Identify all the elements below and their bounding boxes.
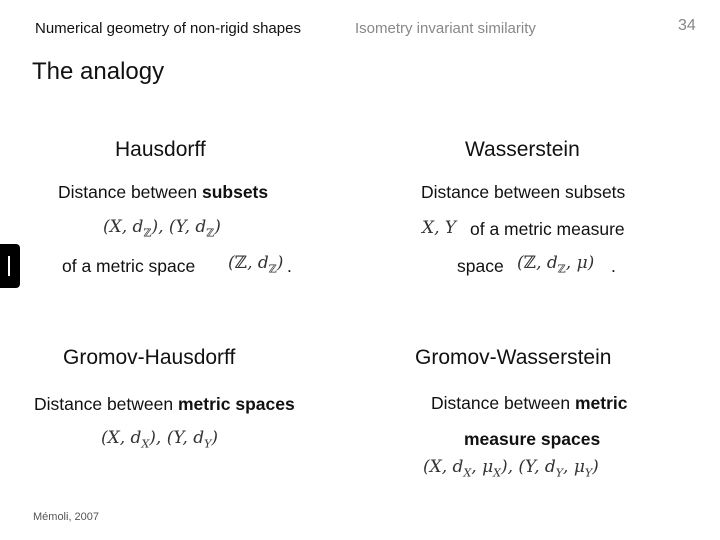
slide-title: The analogy	[32, 58, 165, 85]
wasserstein-formula-space: (ℤ, $d_ℤ$, μ)	[517, 253, 595, 276]
wasserstein-line3-end: .	[611, 256, 616, 276]
wasserstein-line2: of a metric measure	[470, 219, 625, 239]
wasserstein-formula-sets: X, Y	[422, 218, 457, 238]
gromov-hausdorff-line1	[34, 394, 295, 415]
gromov-hausdorff-heading: Gromov-Hausdorff	[63, 346, 236, 369]
gromov-wasserstein-line2: measure spaces	[464, 429, 601, 449]
hausdorff-formula-space: (ℤ, $d_ℤ$)	[228, 253, 284, 276]
header-course-title: Numerical geometry of non-rigid shapes	[35, 20, 301, 37]
hausdorff-line2-end: .	[287, 256, 292, 276]
gromov-wasserstein-line1	[431, 393, 628, 414]
gromov-hausdorff-line1-bold: metric spaces	[177, 394, 295, 414]
gromov-wasserstein-line1-text: Distance between	[431, 393, 575, 413]
hausdorff-formula-sets: (X, $d_ℤ$), (Y, $d_ℤ$)	[103, 217, 221, 240]
wasserstein-heading: Wasserstein	[465, 138, 580, 161]
gromov-wasserstein-heading: Gromov-Wasserstein	[415, 346, 612, 369]
hausdorff-line2	[62, 256, 195, 277]
hausdorff-line1	[58, 182, 268, 203]
hausdorff-heading: Hausdorff	[115, 138, 206, 161]
hausdorff-line1-text: Distance between	[58, 182, 202, 202]
hausdorff-line1-bold: subsets	[201, 182, 269, 202]
header-lecture-title: Isometry invariant similarity	[355, 20, 536, 37]
gromov-wasserstein-line1-bold: metric	[574, 393, 628, 413]
wasserstein-line1: Distance between subsets	[421, 182, 626, 202]
slide-edge-marker	[0, 244, 20, 288]
hausdorff-line2-text: of a metric space	[62, 256, 196, 276]
gromov-hausdorff-formula: (X, $d_X$), (Y, $d_Y$)	[101, 428, 218, 451]
wasserstein-line3: space	[457, 256, 504, 276]
citation: Mémoli, 2007	[33, 511, 100, 523]
gromov-wasserstein-formula: (X, $d_X$, $\mu_X$), (Y, $d_Y$, $\mu_Y$)	[423, 457, 599, 480]
gromov-hausdorff-line1-text: Distance between	[34, 394, 178, 414]
page-number: 34	[678, 17, 696, 34]
